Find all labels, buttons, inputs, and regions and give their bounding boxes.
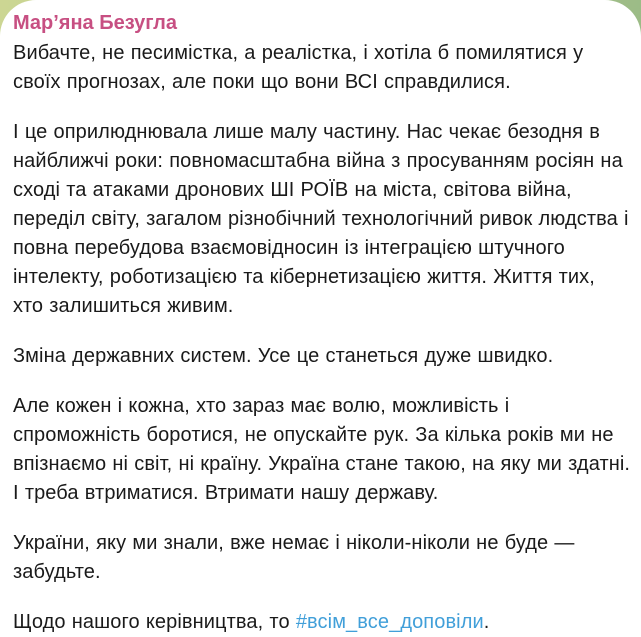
hashtag-link[interactable]: #всім_все_доповіли xyxy=(295,611,484,633)
message-paragraph xyxy=(13,39,631,97)
message-text-segment: Зміна державних систем. Усе це станеться дуже швидко. xyxy=(13,345,554,367)
message-text-segment: . xyxy=(483,611,490,633)
message-paragraph xyxy=(13,529,631,587)
message-text-segment: І це оприлюднювала лише малу частину. Нас чекає безодня в найближчі роки: повномасштабна війна з просуванням росіян на сході та атаками дронових ШІ РОЇВ на міста, світова війна, переділ світу, загалом різнобічний технологічний ривок людства і повна перебудова взаємовідносин із інтеграцією штучного інтелекту, роботизацією та кібернетизацією життя. Життя тих, хто залишиться живим. xyxy=(13,121,629,317)
sender-name[interactable]: Мар’яна Безугла xyxy=(13,12,177,34)
message-paragraph xyxy=(13,608,631,637)
message-paragraph xyxy=(13,118,631,321)
message-paragraph xyxy=(13,392,631,508)
message-text-segment: України, яку ми знали, вже немає і ніколи-ніколи не буде — забудьте. xyxy=(13,532,575,583)
message-text-segment: Щодо нашого керівництва, то xyxy=(13,611,296,633)
message-text xyxy=(13,39,631,637)
message-paragraph xyxy=(13,342,631,371)
message-text-segment: Вибачте, не песимістка, а реалістка, і хотіла б помилятися у своїх прогнозах, але поки що вони ВСІ справдилися. xyxy=(13,42,584,93)
message-text-segment: Але кожен і кожна, хто зараз має волю, можливість і спроможність боротися, не опускайте рук. За кілька років ми не впізнаємо ні світ, ні країну. Україна стане такою, на яку ми здатні. І треба втриматися. Втримати нашу державу. xyxy=(13,395,631,504)
